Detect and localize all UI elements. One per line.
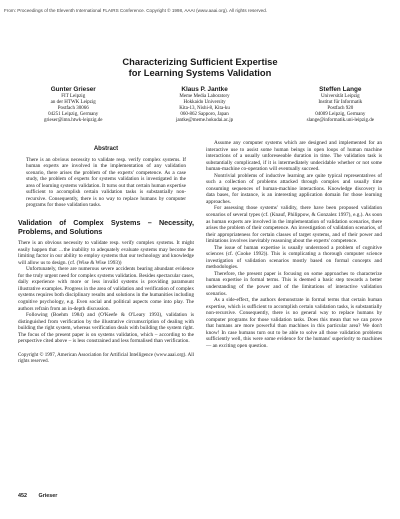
author-1 — [44, 86, 102, 124]
author-name: Steffen Lange — [319, 86, 362, 93]
running-author: Grieser — [38, 493, 58, 499]
author-block — [44, 86, 374, 124]
author-affiliation: an der HTWK Leipzig — [50, 100, 96, 105]
abstract-text: There is an obvious necessity to validate resp. verify complex systems. If human experts are involved in the implementation of any validation scenario, there arises the problem of the experts' competence. As a case study, the problem of experts for systems validation is investigated in the area of learning systems validation. It turns out that certain human expertise sufficient to accomplish certain validation tasks is substantially non-recursive. Consequently, there is no way to replace humans by computer programs for those validation tasks. — [26, 156, 186, 209]
author-email: jantke@meme.hokudai.ac.jp — [175, 118, 234, 123]
abstract-heading: Abstract — [93, 146, 119, 152]
author-3 — [307, 86, 374, 124]
paper-title — [0, 56, 400, 78]
author-2 — [176, 86, 233, 124]
body-paragraph: As a side-effect, the authors demonstrate in formal terms that certain human expertise, which is sufficient to accomplish certain validation tasks, is substantially non-recursive. Consequently, there is no general way to replace humans by computer programs for those validation tasks. Does this mean that we can prove that humans are more powerful than machines in this particular area? We don't know! In case humans turn out to be able to solve all those validation problems sufficiently well, this were some evidence for the humans' superiority to machines — an exciting open question. — [206, 297, 382, 349]
author-address: 060-862 Sapporo, Japan — [180, 112, 229, 117]
author-address: Kita-13, Nishi-8, Kita-ku — [179, 106, 230, 111]
author-affiliation: Hokkaido University — [183, 100, 226, 105]
author-email: grieser@imn.htwk-leipzig.de — [44, 118, 103, 123]
body-paragraph: There is an obvious necessity to validate resp. verify complex systems. It might easily happen that …the inability to adequately evaluate systems may become the limiting factor in our ability to employ systems that our technology and knowledge will allow us to design. (cf. (Wise & Wise 1993)) — [18, 240, 194, 266]
section-title: Validation of Complex Systems – Necessity, Problems, and Solutions — [18, 217, 194, 236]
title-line-2: for Learning Systems Validation — [128, 67, 272, 78]
author-address: Postfach 920 — [327, 106, 354, 111]
right-column — [206, 140, 382, 350]
body-paragraph: Unfortunately, there are numerous severe accidents bearing abundant evidence for the truly urgent need for complex systems validation. Besides spectacular cases, daily experience with more or less invalid systems is providing paramount illustrative examples. Progress in the area of validation and verification of complex systems requires both disciplinary results and solutions in the humanities including cognitive psychology, e.g. Even social and political aspects come into play. The authors refrain from an in-depth discussion. — [18, 266, 194, 312]
body-paragraph: Nontrivial problems of inductive learning are quite typical representatives of such a collection of problems attacked through complex and usually time consuming sequences of human-machine interactions. Knowledge discovery in data bases, for instance, is an interesting application domain for those learning approaches. — [206, 172, 382, 205]
body-paragraph: For assessing those systems' validity, there have been proposed validation scenarios of several types (cf. (Knauf, Philippow, & Gonzalez 1997), e.g.). As soon as human experts are involved in the implementation of validation scenarios, there arises the problem of their competence. An investigation of validation scenarios, of their appropriateness for certain classes of target systems, and of their power and limitations involves inevitably reasoning about the experts' competence. — [206, 205, 382, 245]
body-paragraph: The issue of human expertise is usually understood a problem of cognitive sciences (cf. (Cooke 1992)). This is complicating a thorough computer science investigation of validation scenarios mostly based on formal concepts and methodologies. — [206, 244, 382, 271]
header-notice: From: Proceedings of the Eleventh International FLAIRS Conference. Copyright © 1998, AAAI (www.aaai.org). All rights reserved. — [4, 8, 268, 13]
left-column — [18, 146, 194, 365]
body-paragraph: Following (Boehm 1984) and (O'Keefe & O'Leary 1993), validation is distinguished from verification by the illustrative circumscription of dealing with building the right system, whereas verification deals with building the system right. The focus of the present paper is on systems validation, which – according to the perspective cited above – is less constrained and less formalised than verification. — [18, 312, 194, 345]
title-line-1: Characterizing Sufficient Expertise — [122, 56, 278, 67]
author-affiliation: Meme Media Laboratory — [179, 94, 230, 99]
body-paragraph: Therefore, the present paper is focusing on some approaches to characterize human expertise in formal terms. This is deemed a basic step towards a better understanding of the power and of the limitations of interactive validation scenarios. — [206, 270, 382, 297]
author-affiliation: Universität Leipzig — [320, 94, 360, 99]
page-number: 452 — [18, 493, 27, 499]
author-name: Klaus P. Jantke — [181, 86, 228, 93]
author-address: 04009 Leipzig, Germany — [315, 112, 366, 117]
author-affiliation: Institut für Informatik — [318, 100, 363, 105]
author-address: Postfach 30066 — [57, 106, 89, 111]
copyright-notice: Copyright © 1997, American Association for Artificial Intelligence (www.aaai.org). All rights reserved. — [18, 352, 194, 364]
author-affiliation: FIT Leipzig — [61, 94, 86, 99]
body-paragraph: Assume any computer systems which are designed and implemented for an interactive use to assist some human beings in open loops of human machine interactions of a usually unforeseeable duration in time. The validation task is substantially complicated, if it is intermediately undecidable whether or not some human-machine co-operation will eventually succeed. — [206, 140, 382, 173]
author-address: 04251 Leipzig, Germany — [48, 112, 99, 117]
author-name: Gunter Grieser — [50, 86, 96, 93]
author-email: slange@informatik.uni-leipzig.de — [306, 118, 374, 123]
page-footer — [18, 493, 67, 499]
